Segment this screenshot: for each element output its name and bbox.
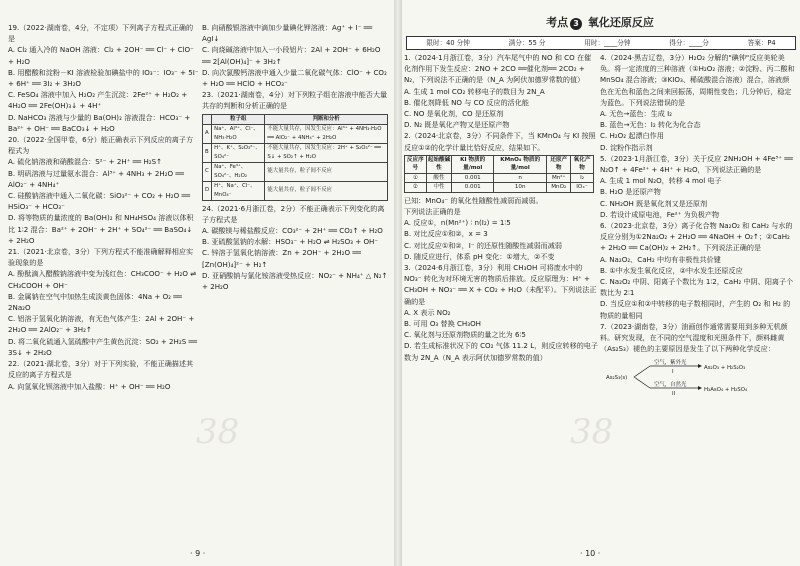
question-line: C. FeSO₄ 溶液中加入 H₂O₂ 产生沉淀：2Fe²⁺ + H₂O₂ + 4H₂O ══ 2Fe(OH)₃↓ + 4H⁺ xyxy=(8,90,190,111)
question-line: B. H₂O 是还原产物 xyxy=(600,187,661,197)
table-row xyxy=(203,143,388,162)
table-cell: MnO₂ xyxy=(547,183,571,193)
score-field: 答案：P4 xyxy=(747,39,776,47)
table-cell: 10n xyxy=(494,183,547,193)
question-line: D. 将等物质的量浓度的 Ba(OH)₂ 和 NH₄HSO₄ 溶液以体积比 1∶2 混合：Ba²⁺ + 2OH⁻ + 2H⁺ + SO₄²⁻ ══ BaSO₄↓ + 2H₂O xyxy=(8,213,195,245)
question-line: C. Na₂O₂ 中阴、阳离子个数比为 1∶2，CaH₂ 中阴、阳离子个数比为 2∶1 xyxy=(600,277,794,298)
question-line: D. 亚硝酸钠与氯化铵溶液受热反应：NO₂⁻ + NH₄⁺ △ N₂↑ + 2H₂O xyxy=(202,270,390,292)
question-line: A. 硫化钠溶液和硝酸混合：S²⁻ + 2H⁺ ══ H₂S↑ xyxy=(8,157,163,167)
score-field: 得分：____分 xyxy=(669,39,709,47)
question-line: D. 向次氯酸钙溶液中通入少量二氧化碳气体：ClO⁻ + CO₂ + H₂O ══ HClO + HCO₃⁻ xyxy=(202,67,390,89)
table-cell: B xyxy=(203,143,212,162)
section-title: 氧化还原反应 xyxy=(587,16,654,29)
reaction-arrows xyxy=(606,356,786,398)
score-field: 用时：____分钟 xyxy=(584,39,631,47)
table-header-cell: 氧化产物 xyxy=(571,155,594,173)
diagram-lower-roman: II xyxy=(672,391,676,398)
diagram-upper-label: 空气，紫外光 xyxy=(654,360,687,367)
question-line: D. 若设计成原电池，Fe²⁺ 为负极产物 xyxy=(600,209,720,219)
left-column-2 xyxy=(202,22,390,292)
question-line: C. NH₂OH 既是氧化剂又是还原剂 xyxy=(600,198,708,208)
question-line: 3.（2024·6月浙江卷，3分）利用 CH₃OH 可将废水中的 NO₃⁻ 转化为对环境无害的物质后排放。反应原理为：H⁺ + CH₃OH + NO₃⁻ ══ X + CO₂ + H₂O（未配平）。下列说法正确的是 xyxy=(404,263,597,306)
table-header-cell: KI 物质的量/mol xyxy=(452,155,494,173)
question-line: B. ①中水发生氧化反应，②中水发生还原反应 xyxy=(600,265,743,275)
question-line: 5.（2023·1月浙江卷，3分）关于反应 2NH₂OH + 4Fe³⁺ ══ N₂O↑ + 4Fe²⁺ + 4H⁺ + H₂O，下列说法正确的是 xyxy=(600,153,796,175)
question-line: B. 金属钠在空气中加热生成淡黄色固体：4Na + O₂ ══ 2Na₂O xyxy=(8,291,185,313)
question-line: B. 蓝色→无色：I₂ 转化为化合态 xyxy=(600,120,701,130)
question-line: 6.（2023·北京卷，3分）离子化合物 Na₂O₂ 和 CaH₂ 与水的反应分别为①2Na₂O₂ + 2H₂O ══ 4NaOH + O₂↑；②CaH₂ + 2H₂O ══ Ca(OH)₂ + 2H₂↑。下列说法正确的是 xyxy=(600,221,793,253)
left-column-1 xyxy=(8,22,200,392)
question-line: A. 无色→蓝色：生成 I₂ xyxy=(600,109,673,119)
right-column-2 xyxy=(600,52,796,398)
particle-table xyxy=(202,114,388,201)
question-line: 23.（2021·湖南卷，4分）对下列粒子组在溶液中能否大量共存的判断和分析正确的是 xyxy=(202,90,388,111)
question-line: C. H₂O₂ 起漂白作用 xyxy=(600,131,664,141)
question-line: B. 对比反应①和②，x = 3 xyxy=(404,229,488,239)
question-line: C. 锌溶于氢氧化钠溶液：Zn + 2OH⁻ + 2H₂O ══ [Zn(OH)₄]²⁻ + H₂↑ xyxy=(202,248,364,269)
table-header-cell: 粒子组 xyxy=(212,114,265,124)
question-line: 1.（2024·1月浙江卷，3分）汽车尾气中的 NO 和 CO 在催化剂作用下发生反应：2NO + 2CO ══催化剂══ 2CO₂ + N₂，下列说法不正确的是（N_A 为阿伏加德罗常数的值） xyxy=(404,53,592,85)
question-line: A. 生成 1 mol CO₂ 转移电子的数目为 2N_A xyxy=(404,86,545,96)
table-cell: H⁺、Na⁺、Cl⁻、MnO₄⁻ xyxy=(212,181,265,200)
question-line: 下列说法正确的是 xyxy=(404,207,461,217)
reaction-diagram xyxy=(606,356,786,398)
watermark: 38 xyxy=(570,412,614,452)
question-line: B. 用醋酸和淀粉－KI 溶液检验加碘盐中的 IO₃⁻：IO₃⁻ + 5I⁻ + 6H⁺ ══ 3I₂ + 3H₂O xyxy=(8,67,201,89)
question-line: A. Na₂O₂、CaH₂ 中均有非极性共价键 xyxy=(600,254,721,264)
table-header-cell: 判断和分析 xyxy=(265,114,388,124)
right-page xyxy=(402,0,800,566)
question-line: A. 碳酸镁与稀盐酸反应：CO₃²⁻ + 2H⁺ ══ CO₂↑ + H₂O xyxy=(202,226,383,236)
question-line: 7.（2023·湖南卷，3分）油画创作通常需要用到多种无机颜料。研究发现，在不同的空气湿度和光照条件下，颜料雌黄（As₂S₃）褪色的主要原因是发生了以下两种化学反应： xyxy=(600,321,788,354)
question-line: D. 当反应①和②中转移的电子数相同时，产生的 O₂ 和 H₂ 的物质的量相同 xyxy=(600,299,791,320)
table-cell: 不能大量共存，因发生反应：2H⁺ + S₂O₃²⁻ ══ S↓ + SO₂↑ + H₂O xyxy=(265,143,388,162)
kmno4-table xyxy=(404,155,594,193)
question-line: B. 亚硫酸氢钠的水解：HSO₃⁻ + H₂O ⇌ H₂SO₃ + OH⁻ xyxy=(202,237,379,247)
question-line: D. 随反应进行，体系 pH 变化：①增大，②不变 xyxy=(404,251,555,261)
table-cell: A xyxy=(203,124,212,143)
diagram-lower-product: H₃AsO₄ + H₂SO₄ xyxy=(704,387,748,394)
question-line: 19.（2022·湖南卷，4分，不定项）下列离子方程式正确的是 xyxy=(8,23,194,44)
table-cell: 能大量共存，粒子间不反应 xyxy=(265,181,388,200)
left-page xyxy=(0,0,394,566)
question-line: 21.（2021·北京卷，3分）下列方程式不能准确解释相应实验现象的是 xyxy=(8,247,194,268)
table-cell: 酸性 xyxy=(426,173,452,183)
question-line: 22.（2021·湖北卷，3分）对于下列实验，不能正确描述其反应的离子方程式是 xyxy=(8,359,194,380)
question-line: D. NaHCO₃ 溶液与少量的 Ba(OH)₂ 溶液混合：HCO₃⁻ + Ba²⁺ + OH⁻ ══ BaCO₃↓ + H₂O xyxy=(8,112,193,133)
score-bar xyxy=(406,36,796,50)
table-cell: H⁺、K⁺、S₂O₃²⁻、SO₄²⁻ xyxy=(212,143,265,162)
page-number: · 9 · xyxy=(190,549,206,558)
table-cell: 能大量共存，粒子间不反应 xyxy=(265,162,388,181)
table-header-cell: KMnO₄ 物质的量/mol xyxy=(494,155,547,173)
table-cell: ② xyxy=(405,183,427,193)
question-line: 2.（2024·北京卷，3分）不同条件下，当 KMnO₄ 与 KI 按照反应①②的化学计量比恰好反应，结果如下。 xyxy=(404,131,596,152)
table-row xyxy=(405,173,594,183)
table-cell: C xyxy=(203,162,212,181)
question-line: B. 催化剂降低 NO 与 CO 反应的活化能 xyxy=(404,97,529,107)
question-line: C. 对比反应①和②，I⁻ 的还原性随酸性减弱而减弱 xyxy=(404,240,562,250)
table-header-cell: 还原产物 xyxy=(547,155,571,173)
question-line: B. 明矾溶液与过量氨水混合：Al³⁺ + 4NH₃ + 2H₂O ══ AlO₂⁻ + 4NH₄⁺ xyxy=(8,168,187,189)
diagram-upper-product: As₂O₃ + H₂S₂O₃ xyxy=(704,365,746,372)
question-line: A. 向氢氧化钡溶液中加入盐酸：H⁺ + OH⁻ ══ H₂O xyxy=(8,381,171,391)
question-line: 已知：MnO₄⁻ 的氧化性随酸性减弱而减弱。 xyxy=(404,195,543,205)
table-cell: 中性 xyxy=(426,183,452,193)
question-line: D. 将二氧化硫通入氢硫酸中产生黄色沉淀：SO₂ + 2H₂S ══ 3S↓ + 2H₂O xyxy=(8,336,200,357)
question-line: 4.（2024·黑吉辽卷，3分）H₂O₂ 分解的"碘钟"反应美轮美奂。将一定浓度的三种溶液（①H₂O₂ 溶液；②淀粉、丙二酸和 MnSO₄ 混合溶液；③KIO₃、稀硫酸混合溶液）混合，溶液颜色在无色和蓝色之间来回振荡，周期性变色；几分钟后，稳定为蓝色。下列说法错误的是 xyxy=(600,53,797,107)
section-header xyxy=(404,14,796,30)
question-line: D. 淀粉作指示剂 xyxy=(600,142,653,152)
question-line: 24.（2021·6月浙江卷，2分）不能正确表示下列变化的离子方程式是 xyxy=(202,203,385,224)
question-line: B. 向硝酸银溶液中滴加少量碘化钾溶液：Ag⁺ + I⁻ ══ AgI↓ xyxy=(202,23,375,44)
right-column-1 xyxy=(404,52,598,363)
table-row xyxy=(203,124,388,143)
table-cell: Na⁺、Fe³⁺、SO₄²⁻、H₂O₂ xyxy=(212,162,265,181)
table-cell: I₂ xyxy=(571,173,594,183)
question-line: D. 若生成标准状况下的 CO₂ 气体 11.2 L，则反应转移的电子数为 2N_A（N_A 表示阿伏加德罗常数的值） xyxy=(404,341,598,362)
question-line: A. 酚酞滴入醋酸钠溶液中变为浅红色：CH₃COO⁻ + H₂O ⇌ CH₃COOH + OH⁻ xyxy=(8,269,199,290)
score-field: 限时：40 分钟 xyxy=(426,39,470,47)
table-cell: ① xyxy=(405,173,427,183)
table-row xyxy=(203,181,388,200)
question-line: C. 铝溶于氢氧化钠溶液，有无色气体产生：2Al + 2OH⁻ + 2H₂O ══ 2AlO₂⁻ + 3H₂↑ xyxy=(8,314,197,335)
page-number: · 10 · xyxy=(580,549,601,558)
question-line: C. NO 是氧化剂，CO 是还原剂 xyxy=(404,109,504,119)
question-line: B. 可用 O₃ 替换 CH₃OH xyxy=(404,319,481,329)
gutter xyxy=(394,0,402,566)
question-line: C. 硅酸钠溶液中通入二氧化碳：SiO₃²⁻ + CO₂ + H₂O ══ HSiO₃⁻ + HCO₃⁻ xyxy=(8,191,193,212)
table-cell: IOₓ⁻ xyxy=(571,183,594,193)
table-cell: n xyxy=(494,173,547,183)
question-line: C. 氧化剂与还原剂物质的量之比为 6∶5 xyxy=(404,330,526,340)
table-row xyxy=(203,162,388,181)
table-cell: 0.001 xyxy=(452,173,494,183)
table-header-cell: 起始酸碱性 xyxy=(427,156,451,172)
table-cell: Mn²⁺ xyxy=(547,173,571,183)
question-line: 20.（2022·全国甲卷，6分）能正确表示下列反应的离子方程式为 xyxy=(8,135,194,156)
question-line: C. 向烧碱溶液中加入一小段铝片：2Al + 2OH⁻ + 6H₂O ══ 2[Al(OH)₄]⁻ + 3H₂↑ xyxy=(202,45,383,66)
question-line: A. 生成 1 mol N₂O，转移 4 mol 电子 xyxy=(600,176,722,186)
diagram-start: As₂S₃(s) xyxy=(606,375,628,382)
question-line: D. N₂ 既是氧化产物又是还原产物 xyxy=(404,120,510,130)
question-line: A. Cl₂ 通入冷的 NaOH 溶液：Cl₂ + 2OH⁻ ══ Cl⁻ + ClO⁻ + H₂O xyxy=(8,45,197,66)
question-line: A. X 表示 NO₂ xyxy=(404,307,451,317)
diagram-upper-roman: I xyxy=(672,369,674,376)
table-header-cell xyxy=(203,114,212,124)
score-field: 满分：55 分 xyxy=(508,39,546,47)
table-cell: 不能大量共存，因发生反应：Al³⁺ + 4NH₃·H₂O ══ AlO₂⁻ + 4NH₄⁺ + 2H₂O xyxy=(265,124,388,143)
watermark: 38 xyxy=(196,412,240,452)
table-cell: 0.001 xyxy=(452,183,494,193)
table-cell: Na⁺、Al³⁺、Cl⁻、NH₃·H₂O xyxy=(212,124,265,143)
section-label: 考点 xyxy=(546,16,569,29)
table-cell: D xyxy=(203,181,212,200)
diagram-lower-label: 空气，自然光 xyxy=(654,382,687,389)
table-row xyxy=(405,183,594,193)
table-header-cell: 反应序号 xyxy=(405,155,427,173)
question-line: A. 反应①，n(Mn²⁺) ∶ n(I₂) = 1∶5 xyxy=(404,218,511,228)
section-number: 3 xyxy=(570,18,582,30)
